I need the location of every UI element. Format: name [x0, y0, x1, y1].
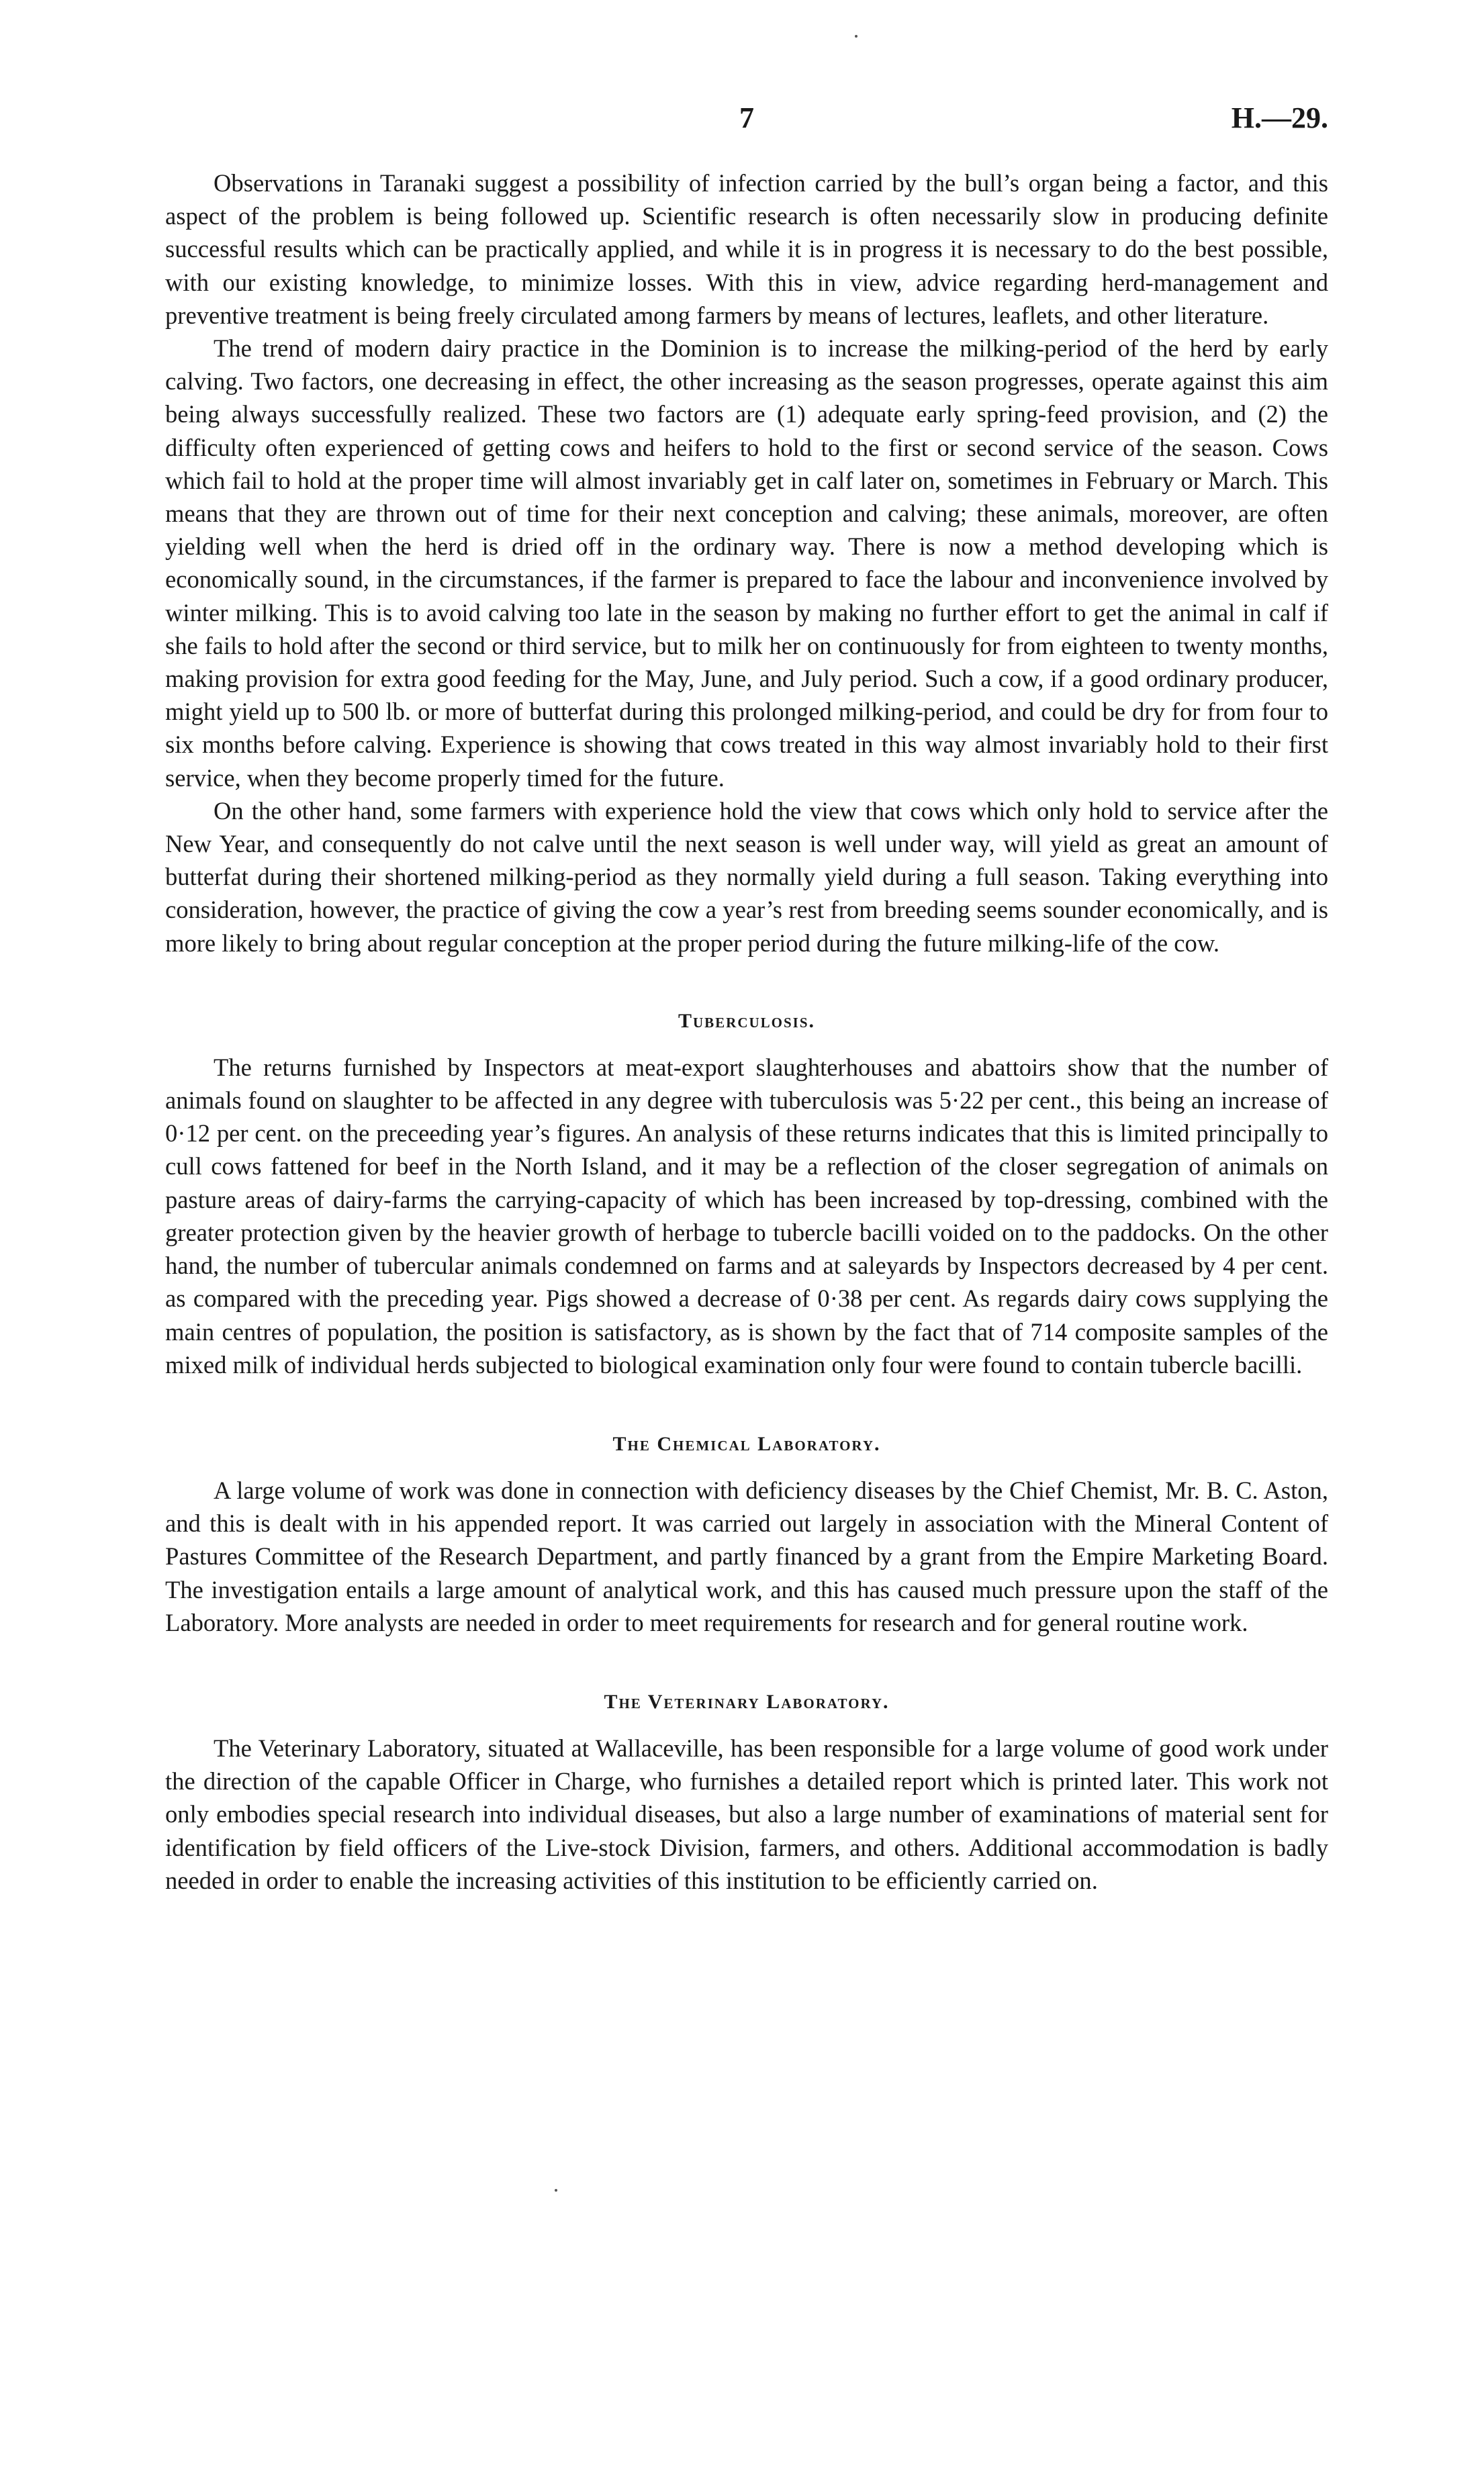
paragraph-veterinary-laboratory: The Veterinary Laboratory, situated at Wallaceville, has been responsible for a large volume of good work under the direction of the capable Officer in Charge, who furnishes a detailed report which is printed later. This work not only embodies special research into individual diseases, but also a large number of examinations of material sent for identification by field officers of the Live-stock Division, farmers, and others. Additional accommodation is badly needed in order to enable the increasing activities of this institution to be efficiently carried on.: [165, 1734, 1328, 1894]
page-body: [165, 167, 1328, 1897]
paragraph-dairy-practice: The trend of modern dairy practice in the Dominion is to increase the milking-period of the herd by early calving. Two factors, one decreasing in effect, the other increasing as the season progresses, operate against this aim being always successfully realized. These two factors are (1) adequate early spring-feed provision, and (2) the difficulty often experienced of getting cows and heifers to hold to the first or second service of the season. Cows which fail to hold at the proper time will almost invariably get in calf later on, sometimes in February or March. This means that they are thrown out of time for their next conception and calving; these animals, moreover, are often yielding well when the herd is dried off in the ordinary way. There is now a method developing which is economically sound, in the circumstances, if the farmer is prepared to face the labour and inconvenience involved by winter milking. This is to avoid calving too late in the season by making no further effort to get the animal in calf if she fails to hold after the second or third service, but to milk her on continuously for from eighteen to twenty months, making provision for extra good feeding for the May, June, and July period. Such a cow, if a good ordinary producer, might yield up to 500 lb. or more of butterfat during this prolonged milking-period, and could be dry for from four to six months before calving. Experience is showing that cows treated in this way almost invariably hold to their first service, when they become properly timed for the future.: [165, 334, 1328, 792]
section-heading-chemical-laboratory: The Chemical Laboratory.: [612, 1432, 881, 1455]
page-number: 7: [739, 101, 754, 134]
page-header: [165, 101, 1328, 141]
scan-speck: [555, 2189, 557, 2192]
paragraph-tuberculosis: The returns furnished by Inspectors at meat-export slaughterhouses and abattoirs show that the number of animals found on slaughter to be affected in any degree with tuberculosis was 5·22 per cent., this being an increase of 0·12 per cent. on the preceeding year’s figures. An analysis of these returns indicates that this is limited principally to cull cows fattened for beef in the North Island, and it may be a reflection of the closer segregation of animals on pasture areas of dairy-farms the carrying-capacity of which has been increased by top-dressing, combined with the greater protection given by the heavier growth of herbage to tubercle bacilli voided on to the paddocks. On the other hand, the number of tubercular animals condemned on farms and at saleyards by Inspectors decreased by 4 per cent. as compared with the preceding year. Pigs showed a decrease of 0·38 per cent. As regards dairy cows supplying the main centres of population, the position is satisfactory, as is shown by the fact that of 714 composite samples of the mixed milk of individual herds subjected to biological examination only four were found to contain tubercle bacilli.: [165, 1053, 1328, 1379]
paragraph-infection-observations: Observations in Taranaki suggest a possibility of infection carried by the bull’s organ being a factor, and this aspect of the problem is being followed up. Scientific research is often necessarily slow in producing definite successful results which can be practically applied, and while it is in progress it is necessary to do the best possible, with our existing knowledge, to minimize losses. With this in view, advice regarding herd-management and preventive treatment is being freely circulated among farmers by means of lectures, leaflets, and other literature.: [165, 169, 1328, 329]
paragraph-chemical-laboratory: A large volume of work was done in connection with deficiency diseases by the Chief Chemist, Mr. B. C. Aston, and this is dealt with in his appended report. It was carried out largely in association with the Mineral Content of Pastures Committee of the Research Department, and partly financed by a grant from the Empire Marketing Board. The investigation entails a large amount of analytical work, and this has caused much pressure upon the staff of the Laboratory. More analysts are needed in order to meet requirements for research and for general routine work.: [165, 1476, 1328, 1636]
section-heading-tuberculosis: Tuberculosis.: [678, 1009, 816, 1032]
section-heading-veterinary-laboratory: The Veterinary Laboratory.: [604, 1690, 890, 1713]
scan-speck: [855, 35, 857, 38]
paragraph-other-view: On the other hand, some farmers with experience hold the view that cows which only hold to service after the New Year, and consequently do not calve until the next season is well under way, will yield as great an amount of butterfat during their shortened milking-period as they normally yield during a full season. Taking everything into consideration, however, the practice of giving the cow a year’s rest from breeding seems sounder economically, and is more likely to bring about regular conception at the proper period during the future milking-life of the cow.: [165, 796, 1328, 957]
document-reference: H.—29.: [1231, 101, 1328, 134]
